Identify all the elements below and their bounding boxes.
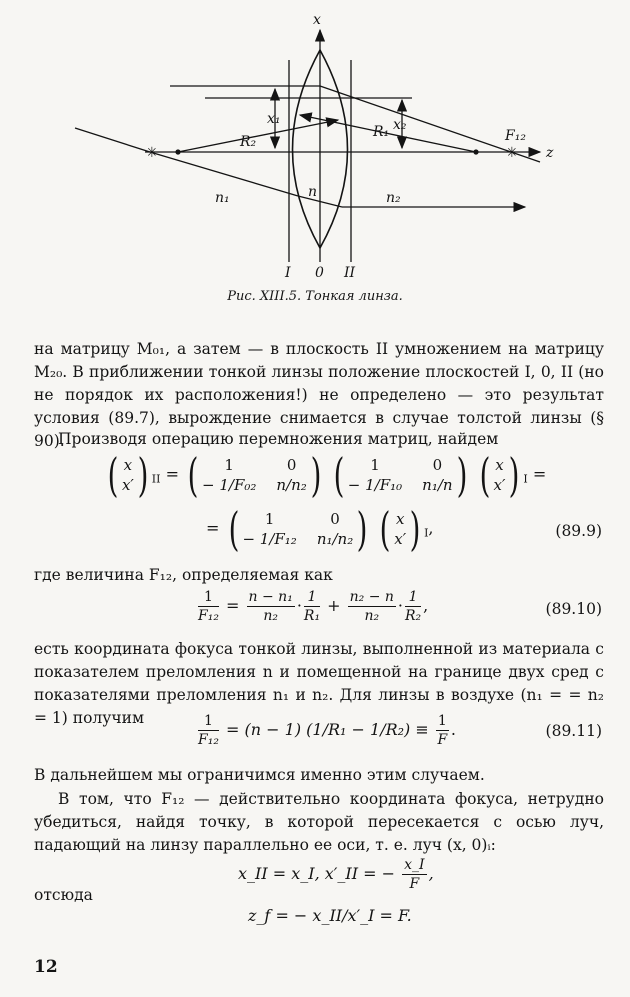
- page-number: 12: [34, 957, 58, 977]
- equation-zf: z_f = − x_II/x′_I = F.: [248, 906, 412, 925]
- label-plane-i: I: [285, 265, 291, 281]
- paragraph-6: В том, что F₁₂ — действительно координата фокуса, нетрудно убедиться, найдя точку, в которой пересекается с осью луч, падающий на линзу параллельно ее оси, т. е. луч (x, 0)ᵢ:: [34, 790, 604, 854]
- equation-89-9-line1: ( x x′ ) $_{II}$ = ( 1 0 − 1/F₀₂ n/n₂ ) ( 1 0 − 1/F₁₀ n₁/n ) ( x x′ ) $_I$ =: [107, 448, 547, 502]
- equation-number-89-9: (89.9): [555, 522, 602, 540]
- equation-xII: x_II = x_I, x′_II = − $\frac{x\_I}{F}$ ,: [238, 857, 434, 892]
- label-n1: n₁: [215, 190, 230, 206]
- thin-lens-figure: [0, 0, 630, 290]
- label-plane-0: 0: [315, 265, 324, 281]
- paragraph-3: где величина F₁₂, определяемая как: [34, 566, 333, 584]
- label-x: x: [313, 12, 321, 28]
- label-r2: R₂: [240, 134, 257, 150]
- label-x2: x₂: [393, 117, 407, 133]
- equation-89-10: $\frac{1}{\text{F₁₂}}$ = $\frac{\text{n − n₁}}{\text{n₂}}$ · $\frac{1}{\text{R₁}}$ + $\frac{\text{n₂ − n}}{\text{n₂}}$ · $\frac{1}{\text{R₂}}$ ,: [198, 589, 429, 624]
- label-r1: R₁: [373, 124, 390, 140]
- svg-text:✳: ✳: [506, 145, 518, 161]
- equation-number-89-11: (89.11): [545, 722, 602, 740]
- svg-text:✳: ✳: [146, 145, 158, 161]
- label-f12: F₁₂: [505, 128, 526, 144]
- equation-89-9-line2: = ( 1 0 − 1/F₁₂ n₁/n₂ ) ( x x′ ) $_I$,: [206, 502, 434, 556]
- label-x1: x₁: [267, 111, 281, 127]
- paragraph-2: Производя операцию перемножения матриц, найдем: [58, 430, 499, 448]
- label-z: z: [546, 145, 554, 161]
- paragraph-5: В дальнейшем мы ограничимся именно этим случаем.: [34, 766, 485, 784]
- label-n2: n₂: [386, 190, 401, 206]
- figure-caption: Рис. XIII.5. Тонкая линза.: [227, 289, 403, 304]
- label-plane-ii: II: [344, 265, 356, 281]
- equation-89-11: $\frac{1}{\text{F₁₂}}$ = (n − 1) (1/R₁ − 1/R₂) ≡ $\frac{1}{F}$ .: [198, 713, 456, 748]
- paragraph-7: отсюда: [34, 886, 93, 904]
- equation-number-89-10: (89.10): [545, 600, 602, 618]
- label-n: n: [308, 184, 318, 200]
- paragraph-4: есть координата фокуса тонкой линзы, выполненной из материала с показателем преломления n и помещенной на границе двух сред с показателями преломления n₁ и n₂. Для линзы в воздухе (n₁ = = n₂ = 1) получим: [34, 640, 604, 727]
- paragraph-1: на матрицу M₀₁, а затем — в плоскость II умножением на матрицу M₂₀. В приближении тонкой линзы положение плоскостей I, 0, II (но не порядок их расположения!) не определено — это результат условия (89.7), вырождение снимается в случае толстой линзы (§ 90).: [34, 340, 604, 450]
